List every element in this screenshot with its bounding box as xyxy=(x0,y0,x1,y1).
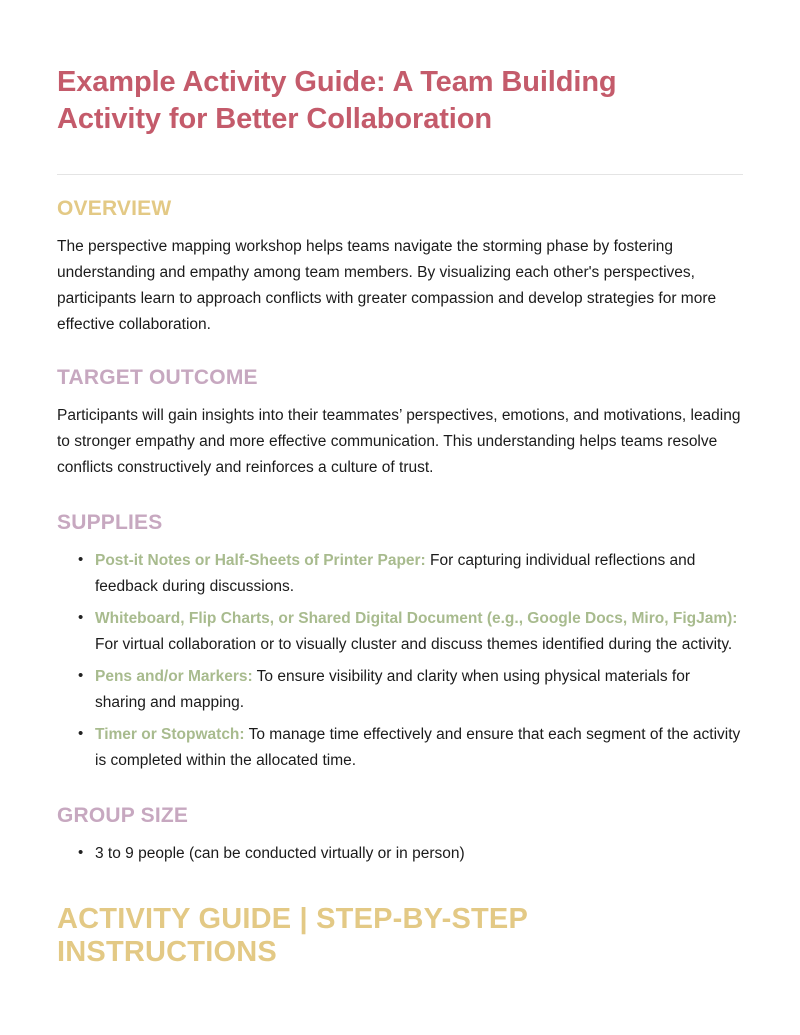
section-supplies xyxy=(57,511,743,774)
section-group-size xyxy=(57,804,743,867)
list-item xyxy=(95,722,743,774)
section-overview xyxy=(57,197,743,338)
section-target-outcome xyxy=(57,366,743,481)
supplies-heading: SUPPLIES xyxy=(57,511,163,534)
list-item xyxy=(95,606,743,658)
supplies-list xyxy=(57,548,743,774)
overview-heading: OVERVIEW xyxy=(57,197,172,220)
supply-description: For virtual collaboration or to visually cluster and discuss themes identified during the activity. xyxy=(95,636,733,653)
list-item xyxy=(95,664,743,716)
supply-label: Whiteboard, Flip Charts, or Shared Digital Document (e.g., Google Docs, Miro, FigJam): xyxy=(95,610,738,627)
supply-label: Timer or Stopwatch: xyxy=(95,726,245,743)
list-item: • 3 to 9 people (can be conducted virtually or in person) xyxy=(95,841,743,867)
title-divider xyxy=(57,174,743,175)
group-size-heading: GROUP SIZE xyxy=(57,804,189,827)
page-title: Example Activity Guide: A Team Building Activity for Better Collaboration xyxy=(57,66,617,135)
list-item xyxy=(95,548,743,600)
section-activity-guide xyxy=(57,903,743,969)
target-outcome-paragraph: Participants will gain insights into their teammates’ perspectives, emotions, and motivations, leading to stronger empathy and more effective communication. This understanding helps teams resolve conflicts constructively and reinforces a culture of trust. xyxy=(57,407,741,476)
target-outcome-heading: TARGET OUTCOME xyxy=(57,366,258,389)
supply-label: Pens and/or Markers: xyxy=(95,668,253,685)
activity-guide-heading: ACTIVITY GUIDE | STEP-BY-STEP INSTRUCTIONS xyxy=(57,903,528,968)
supply-description: To ensure visibility and clarity when using physical materials for sharing and mapping. xyxy=(95,668,691,711)
overview-paragraph: The perspective mapping workshop helps teams navigate the storming phase by fostering understanding and empathy among team members. By visualizing each other's perspectives, participants learn to approach conflicts with greater compassion and develop strategies for more effective collaboration. xyxy=(57,238,717,333)
supply-label: Post-it Notes or Half-Sheets of Printer Paper: xyxy=(95,552,426,569)
supply-description: For capturing individual reflections and feedback during discussions. xyxy=(95,552,696,595)
group-size-list xyxy=(57,841,743,867)
supply-description: To manage time effectively and ensure that each segment of the activity is completed within the allocated time. xyxy=(95,726,741,769)
